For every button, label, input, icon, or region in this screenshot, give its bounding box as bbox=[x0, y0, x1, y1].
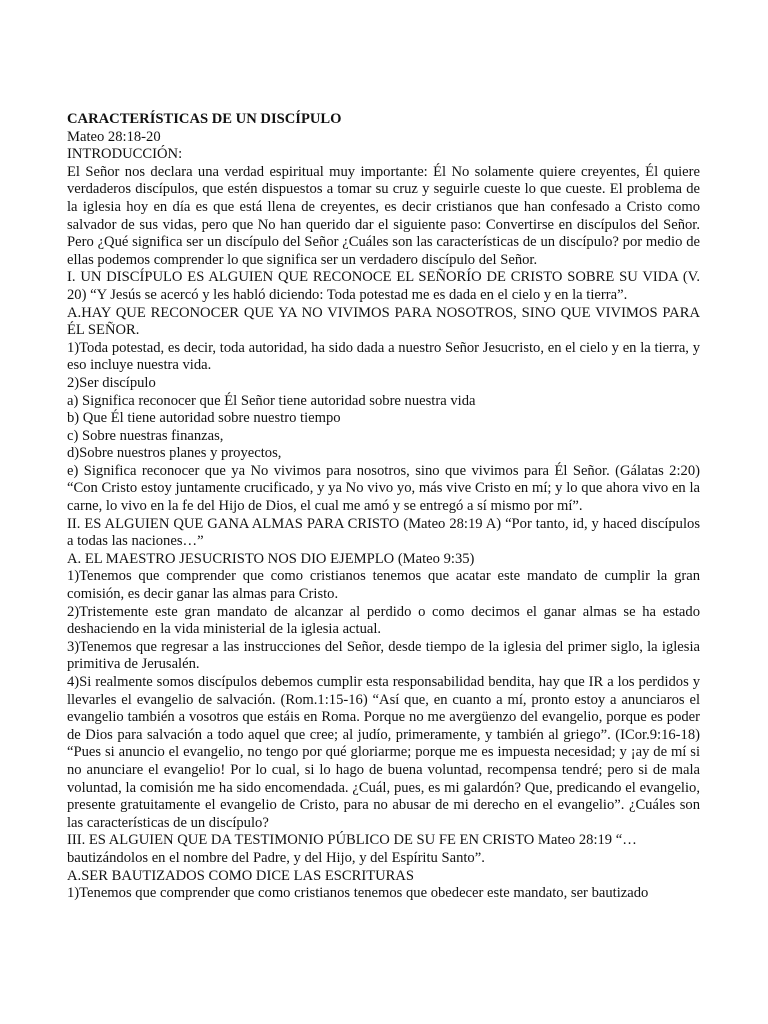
section-heading-iii: III. ES ALGUIEN QUE DA TESTIMONIO PÚBLICO DE SU FE EN CRISTO Mateo 28:19 “…bautizándolos en el nombre del Padre, y del Hijo, y del Espíritu Santo”. bbox=[67, 832, 637, 866]
list-item: b) Que Él tiene autoridad sobre nuestro tiempo bbox=[67, 410, 341, 427]
subheading-a: A.SER BAUTIZADOS COMO DICE LAS ESCRITURAS bbox=[67, 867, 415, 884]
paragraph: 1)Tenemos que comprender que como cristianos tenemos que acatar este mandato de cumplir la gran comisión, es decir ganar las almas para Cristo. bbox=[67, 568, 700, 603]
list-item: 2)Ser discípulo bbox=[67, 374, 156, 391]
paragraph: 2)Tristemente este gran mandato de alcanzar al perdido o como decimos el ganar almas se ha estado deshaciendo en la vida ministerial de la iglesia actual. bbox=[67, 603, 700, 638]
subheading-a: A. EL MAESTRO JESUCRISTO NOS DIO EJEMPLO (Mateo 9:35) bbox=[67, 550, 475, 567]
paragraph: 4)Si realmente somos discípulos debemos cumplir esta responsabilidad bendita, hay que IR a los perdidos y llevarles el evangelio de salvación. (Rom.1:15-16) “Así que, en cuanto a mí, pronto estoy a anunciaros el evangelio también a vosotros que estáis en Roma. Porque no me avergüenzo del evangelio, porque es poder de Dios para salvación a todo aquel que cree; al judío, primeramente, y también al griego”. (ICor.9:16-18) “Pues si anuncio el evangelio, no tengo por qué gloriarme; porque me es impuesta necesidad; y ¡ay de mí si no anunciare el evangelio! Por lo cual, si lo hago de buena voluntad, recompensa tendré; pero si de mala voluntad, la comisión me ha sido encomendada. ¿Cuál, pues, es mi galardón? Que, predicando el evangelio, presente gratuitamente el evangelio de Cristo, para no abusar de mi derecho en el evangelio”. ¿Cuáles son las características de un discípulo? bbox=[67, 674, 700, 831]
section-heading-ii: II. ES ALGUIEN QUE GANA ALMAS PARA CRISTO (Mateo 28:19 A) “Por tanto, id, y haced discípulos a todas las naciones…” bbox=[67, 515, 700, 550]
scripture-reference: Mateo 28:18-20 bbox=[67, 128, 161, 145]
paragraph: 1)Tenemos que comprender que como cristianos tenemos que obedecer este mandato, ser bautizado bbox=[67, 885, 649, 902]
paragraph: 1)Toda potestad, es decir, toda autoridad, ha sido dada a nuestro Señor Jesucristo, en el cielo y en la tierra, y eso incluye nuestra vida. bbox=[67, 339, 700, 374]
paragraph: El Señor nos declara una verdad espiritual muy importante: Él No solamente quiere creyentes, Él quiere verdaderos discípulos, que estén dispuestos a tomar su cruz y seguirle cueste lo que cueste. El problema de la iglesia hoy en día es que está llena de creyentes, es decir cristianos que han confesado a Cristo como salvador de sus vidas, pero que No han querido dar el siguiente paso: Convertirse en discípulos del Señor. Pero ¿Qué significa ser un discípulo del Señor ¿Cuáles son las características de un discípulo? por medio de ellas podemos comprender lo que significa ser un verdadero discípulo del Señor. bbox=[67, 163, 700, 268]
paragraph: 3)Tenemos que regresar a las instrucciones del Señor, desde tiempo de la iglesia del primer siglo, la iglesia primitiva de Jerusalén. bbox=[67, 638, 700, 673]
section-heading-introduction: INTRODUCCIÓN: bbox=[67, 146, 183, 163]
subheading-a: A.HAY QUE RECONOCER QUE YA NO VIVIMOS PARA NOSOTROS, SINO QUE VIVIMOS PARA ÉL SEÑOR. bbox=[67, 304, 700, 339]
list-item: a) Significa reconocer que Él Señor tiene autoridad sobre nuestra vida bbox=[67, 392, 476, 409]
list-item: c) Sobre nuestras finanzas, bbox=[67, 427, 224, 444]
paragraph: e) Significa reconocer que ya No vivimos para nosotros, sino que vivimos para Él Señor. (Gálatas 2:20) “Con Cristo estoy juntamente crucificado, y ya No vivo yo, más vive Cristo en mí; y lo que ahora vivo en la carne, lo vivo en la fe del Hijo de Dios, el cual me amó y se entregó a sí mismo por mí”. bbox=[67, 462, 700, 515]
document-page bbox=[67, 111, 700, 903]
document-title: CARACTERÍSTICAS DE UN DISCÍPULO bbox=[67, 111, 342, 127]
section-heading-i: I. UN DISCÍPULO ES ALGUIEN QUE RECONOCE EL SEÑORÍO DE CRISTO SOBRE SU VIDA (V. 20) “Y Jesús se acercó y les habló diciendo: Toda potestad me es dada en el cielo y en la tierra”. bbox=[67, 269, 700, 303]
list-item: d)Sobre nuestros planes y proyectos, bbox=[67, 445, 282, 462]
